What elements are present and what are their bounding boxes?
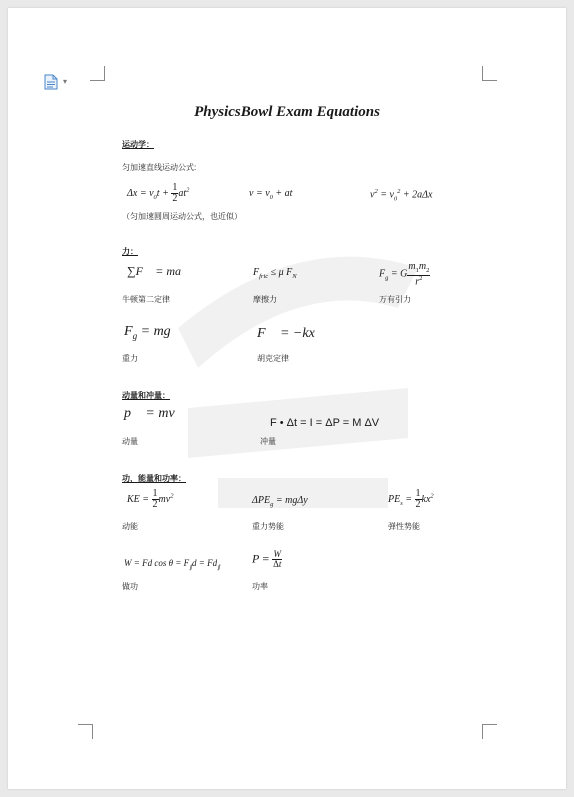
equation-power: P = $\frac{W}{\Delta t}$ xyxy=(252,549,282,569)
section-heading-momentum: 动量和冲量： xyxy=(122,391,170,400)
watermark-logo xyxy=(158,208,438,528)
equation-work: W = Fd $\cos \theta = F_\parallel d = Fd_\parallel$ xyxy=(124,558,220,571)
label-gravitational-potential: 重力势能 xyxy=(252,522,284,531)
equation-gravitation: $F_g = G$ $\frac{m_1m_2}{r^2}$ xyxy=(379,261,430,287)
label-elastic-potential: 弹性势能 xyxy=(388,522,420,531)
section-heading-forces: 力： xyxy=(122,247,138,256)
equation-momentum: p⃗ = mv⃗ xyxy=(124,406,186,421)
label-hookes-law: 胡克定律 xyxy=(257,354,289,363)
equation-kinetic-energy: KE = $\frac{1}{2}$ $mv^2$ xyxy=(127,488,174,510)
label-newton-second-law: 牛顿第二定律 xyxy=(122,295,170,304)
equation-newton-second-law: ∑F⃗ = ma⃗ xyxy=(127,264,191,278)
label-power: 功率 xyxy=(252,582,268,591)
document-title: PhysicsBowl Exam Equations xyxy=(194,104,380,120)
label-impulse: 冲量 xyxy=(260,437,276,446)
equation-gravitational-potential: $\Delta PE_g = mg\Delta y$ xyxy=(252,495,308,508)
label-work: 做功 xyxy=(122,582,138,591)
equation-friction: $F_{fric} \le \mu$ $F_N$ xyxy=(253,267,297,280)
equation-hookes-law: F⃗ = −kx⃗ xyxy=(257,326,326,341)
equation-velocity: $v = v_0$ + at xyxy=(249,188,293,201)
document-page xyxy=(8,8,566,789)
equation-velocity-squared: $v^2 = v_0^2 + 2a\Delta x$ xyxy=(370,188,433,203)
label-gravitation: 万有引力 xyxy=(379,295,411,304)
margin-corner-bottom-left xyxy=(78,724,93,739)
kinematics-intro: 匀加速直线运动公式: xyxy=(122,163,197,172)
margin-corner-bottom-right xyxy=(482,724,497,739)
equation-elastic-potential: $PE_s$ = $\frac{1}{2}$ $kx^2$ xyxy=(388,488,434,510)
label-momentum: 动量 xyxy=(122,437,138,446)
equation-weight: $F_g$ = mg xyxy=(124,324,171,341)
equation-displacement: $\Delta x = v_0t$ + $\frac{1}{2}$ $at^2$ xyxy=(127,182,190,204)
label-friction: 摩擦力 xyxy=(253,295,277,304)
document-icon[interactable] xyxy=(44,74,58,90)
section-heading-energy: 功，能量和功率： xyxy=(122,474,186,483)
label-kinetic-energy: 动能 xyxy=(122,522,138,531)
label-weight: 重力 xyxy=(122,354,138,363)
chevron-down-icon[interactable]: ▾ xyxy=(63,77,68,86)
equation-impulse: F • Δt = I = ΔP = M ΔV xyxy=(270,417,380,429)
margin-corner-top-right xyxy=(482,66,497,81)
margin-corner-top-left xyxy=(90,66,105,81)
section-heading-kinematics: 运动学： xyxy=(122,140,154,149)
kinematics-note: （匀加速圆周运动公式，也近似） xyxy=(122,212,242,221)
